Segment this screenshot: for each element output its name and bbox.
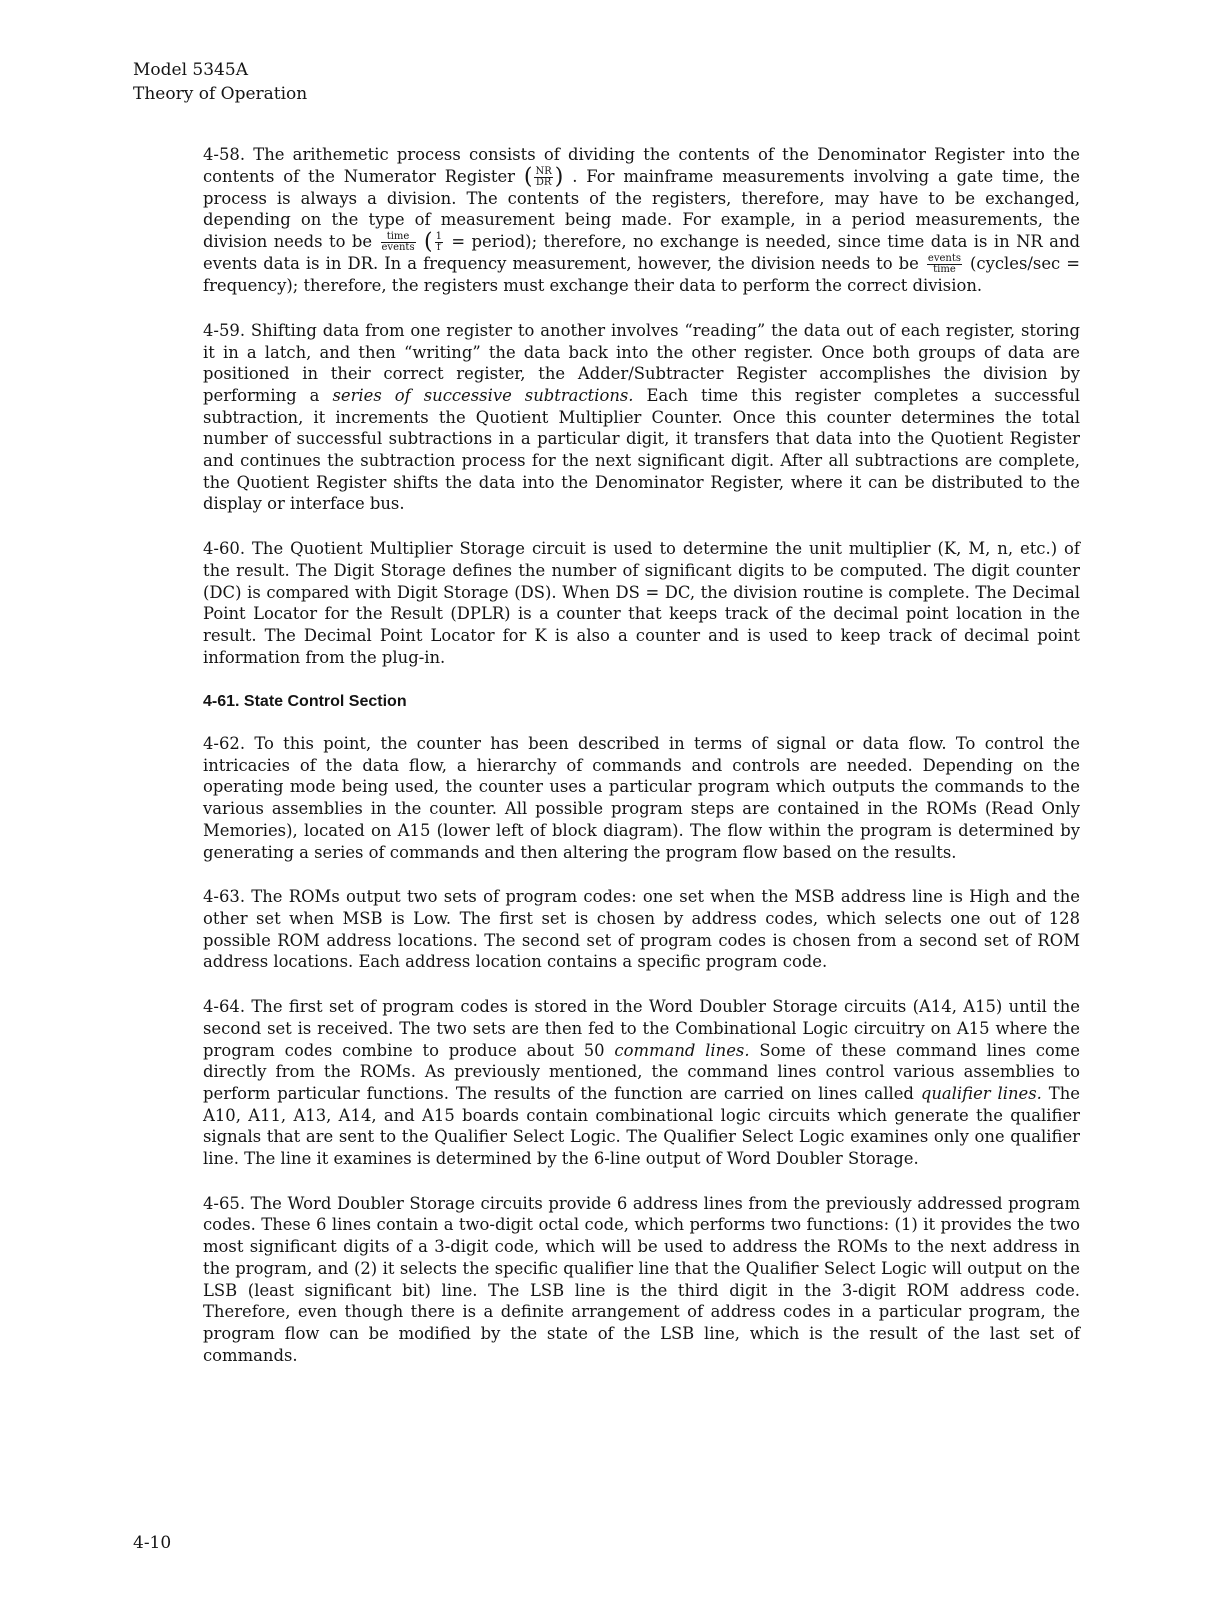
section-title: Theory of Operation <box>133 84 308 104</box>
paragraph-4-64: 4-64. The first set of program codes is stored in the Word Doubler Storage circuits (A14, A15) until the second set is received. The two sets are then fed to the Combinational Logic circuitry on A15 where the program codes combine to produce about 50 command lines. Some of these command lines come directly from the ROMs. As previously mentioned, the command lines control various assemblies to perform particular functions. The results of the function are carried on lines called qualifier lines. The A10, A11, A13, A14, and A15 boards contain combinational logic circuits which generate the qualifier signals that are sent to the Qualifier Select Logic. The Qualifier Select Logic examines only one qualifier line. The line it examines is determined by the 6-line output of Word Doubler Storage. <box>203 997 1080 1169</box>
paragraph-4-63: 4-63. The ROMs output two sets of program codes: one set when the MSB address line is High and the other set when MSB is Low. The first set is chosen by address codes, which selects one out of 128 possible ROM address locations. The second set of program codes is chosen from a second set of ROM address locations. Each address location contains a specific program code. <box>203 887 1080 972</box>
running-header <box>133 58 307 106</box>
model-title: Model 5345A <box>133 60 248 80</box>
paragraph-4-58: 4-58. The arithemetic process consists of dividing the contents of the Denominator Register into the contents of the Numerator Register ( $\frac{NR}{DR}$ ) . For mainframe measurements involving a gate time, the process is always a division. The contents of the registers, therefore, may have to be exchanged, depending on the type of measurement being made. For example, in a period measurements, the division needs to be $\frac{\text{time}}{\text{events}}$ ( $\frac{1}{f}$ = period); therefore, no exchange is needed, since time data is in NR and events data is in DR. In a frequency measurement, however, the division needs to be $\frac{\text{events}}{\text{time}}$ (cycles/sec = frequency); therefore, the registers must exchange their data to perform the correct division. <box>203 145 1081 296</box>
fraction-one-over-f: $\frac{1}{f}$ <box>435 231 442 254</box>
page-number: 4-10 <box>133 1533 172 1553</box>
paragraph-4-65: 4-65. The Word Doubler Storage circuits provide 6 address lines from the previously addressed program codes. These 6 lines contain a two-digit octal code, which performs two functions: (1) it provides the two most significant digits of a 3-digit code, which will be used to address the ROMs to the next address in the program, and (2) it selects the specific qualifier line that the Qualifier Select Logic will output on the LSB (least significant bit) line. The LSB line is the third digit in the 3-digit ROM address code. Therefore, even though there is a definite arrangement of address codes in a particular program, the program flow can be modified by the state of the LSB line, which is the result of the last set of commands. <box>203 1193 1080 1365</box>
paragraph-4-60: 4-60. The Quotient Multiplier Storage circuit is used to determine the unit multiplier (K, M, n, etc.) of the result. The Digit Storage defines the number of significant digits to be computed. The digit counter (DC) is compared with Digit Storage (DS). When DS = DC, the division routine is complete. The Decimal Point Locator for the Result (DPLR) is a counter that keeps track of the decimal point location in the result. The Decimal Point Locator for K is also a counter and is used to keep track of decimal point information from the plug-in. <box>203 539 1080 667</box>
fraction-nr-over-dr: $\frac{NR}{DR}$ <box>535 165 552 188</box>
fraction-events-over-time: $\frac{\text{events}}{\text{time}}$ <box>927 253 961 276</box>
paragraph-4-59: 4-59. Shifting data from one register to another involves “reading” the data out of each register, storing it in a latch, and then “writing” the data back into the other register. Once both groups of data are positioned in their correct register, the Adder/Subtracter Register accomplishes the division by performing a series of successive subtractions. Each time this register completes a successful subtraction, it increments the Quotient Multiplier Counter. Once this counter determines the total number of successful subtractions in a particular digit, it transfers that data into the Quotient Register and continues the subtraction process for the next significant digit. After all subtractions are complete, the Quotient Register shifts the data into the Denominator Register, where it can be distributed to the display or interface bus. <box>203 320 1080 514</box>
page-body <box>203 144 1080 1389</box>
section-heading: 4-61. State Control Section <box>203 693 407 711</box>
fraction-time-over-events: $\frac{\text{time}}{\text{events}}$ <box>381 231 415 254</box>
paragraph-4-62: 4-62. To this point, the counter has been described in terms of signal or data flow. To control the intricacies of the data flow, a hierarchy of commands and controls are needed. Depending on the operating mode being used, the counter uses a particular program which outputs the commands to the various assemblies in the counter. All possible program steps are contained in the ROMs (Read Only Memories), located on A15 (lower left of block diagram). The flow within the program is determined by generating a series of commands and then altering the program flow based on the results. <box>203 734 1080 862</box>
